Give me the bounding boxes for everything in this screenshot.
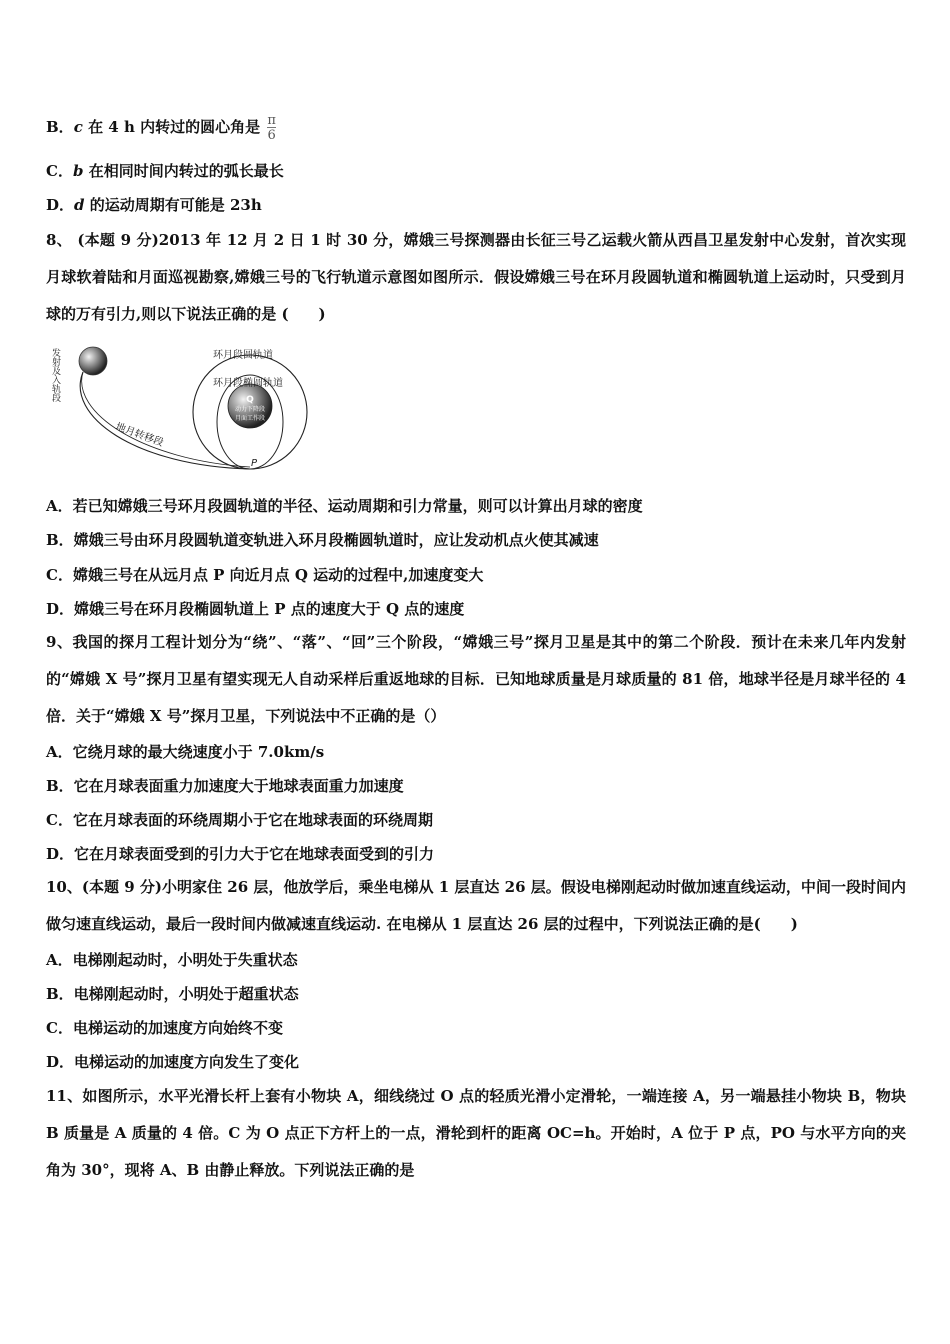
q9-stem: 9、我国的探月工程计划分为“绕”、“落”、“回”三个阶段，“嫦娥三号”探月卫星是其中的第二个阶段．预计在未来几年内发射的“嫦娥 X 号”探月卫星有望实现无人自动采样后重返地球的目标．已知地球质量是月球质量的 81 倍，地球半径是月球半径的 4 倍．关于“嫦娥 X 号”探月卫星，下列说法中不正确的是（）: [46, 633, 906, 725]
q7-option-c: C．b 在相同时间内转过的弧长最长: [46, 162, 284, 180]
q10-option-b: B．电梯刚起动时，小明处于超重状态: [46, 985, 299, 1003]
q7-option-d: D．d 的运动周期有可能是 23h: [46, 196, 262, 214]
circular-orbit-label: 环月段圆轨道: [213, 350, 273, 361]
q8-option-a: A．若已知嫦娥三号环月段圆轨道的半径、运动周期和引力常量，则可以计算出月球的密度: [46, 497, 643, 515]
powered-descent-label: 动力下降段: [234, 406, 266, 413]
transfer-segment-label: 地月转移段: [113, 421, 165, 449]
q10-option-a: A．电梯刚起动时，小明处于失重状态: [46, 951, 298, 969]
q9-option-a: A．它绕月球的最大绕速度小于 7.0km/s: [46, 743, 325, 761]
q8-option-b: B．嫦娥三号由环月段圆轨道变轨进入环月段椭圆轨道时，应让发动机点火使其减速: [46, 531, 599, 549]
q8-option-c: C．嫦娥三号在从远月点 P 向近月点 Q 运动的过程中,加速度变大: [46, 566, 484, 584]
q8-stem: 8、 (本题 9 分)2013 年 12 月 2 日 1 时 30 分，嫦娥三号探测器由长征三号乙运载火箭从西昌卫星发射中心发射，首次实现月球软着陆和月面巡视勘察,嫦娥三号的飞行轨道示意图如图所示．假设嫦娥三号在环月段圆轨道和椭圆轨道上运动时，只受到月球的万有引力,则以下说法正确的是 ( ): [46, 231, 906, 323]
point-q-label: Q: [246, 395, 254, 405]
q7-option-b: B．c 在 4 h 内转过的圆心角是 $\frac{\pi}{6}$: [46, 113, 276, 143]
q10-stem: 10、(本题 9 分)小明家住 26 层，他放学后，乘坐电梯从 1 层直达 26 层。假设电梯刚起动时做加速直线运动，中间一段时间内做匀速直线运动，最后一段时间内做减速直线运动. 在电梯从 1 层直达 26 层的过程中，下列说法正确的是( ): [46, 878, 906, 933]
pi-over-6-fraction: $\frac{\pi}{6}$: [267, 113, 276, 143]
earth-ball: [79, 347, 107, 375]
q11-stem: 11、如图所示，水平光滑长杆上套有小物块 A，细线绕过 O 点的轻质光滑小定滑轮，一端连接 A，另一端悬挂小物块 B，物块 B 质量是 A 质量的 4 倍。C 为 O 点正下方杆上的一点，滑轮到杆的距离 OC=h。开始时，A 位于 P 点，PO 与水平方向的夹角为 30°，现将 A、B 由静止释放。下列说法正确的是: [46, 1087, 906, 1179]
launch-segment-label: 发射及入轨段: [50, 348, 60, 402]
elliptical-orbit-label: 环月段椭圆轨道: [213, 378, 283, 389]
q8-option-d: D．嫦娥三号在环月段椭圆轨道上 P 点的速度大于 Q 点的速度: [46, 600, 465, 618]
q9-option-b: B．它在月球表面重力加速度大于地球表面重力加速度: [46, 777, 404, 795]
q10-option-c: C．电梯运动的加速度方向始终不变: [46, 1019, 283, 1037]
lunar-orbit-diagram: [50, 336, 315, 476]
point-p-label: P: [251, 458, 258, 469]
q9-option-d: D．它在月球表面受到的引力大于它在地球表面受到的引力: [46, 845, 435, 863]
surface-work-label: 月面工作段: [234, 415, 266, 422]
q9-option-c: C．它在月球表面的环绕周期小于它在地球表面的环绕周期: [46, 811, 433, 829]
q10-option-d: D．电梯运动的加速度方向发生了变化: [46, 1053, 300, 1071]
